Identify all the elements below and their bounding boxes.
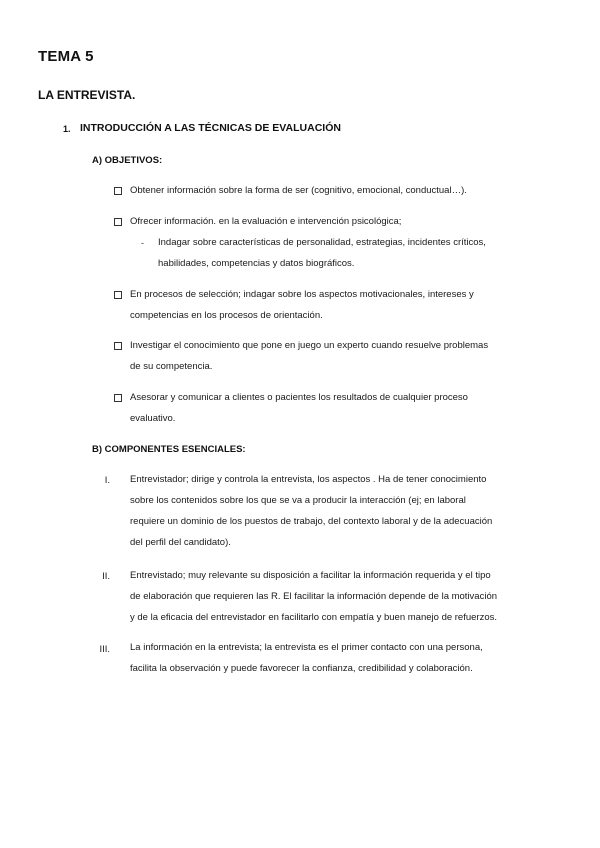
roman-numeral: III. <box>99 644 110 655</box>
subsection-title-componentes: B) COMPONENTES ESENCIALES: <box>92 444 246 455</box>
checkbox-icon <box>114 218 122 226</box>
bullet-dash-marker: - <box>141 238 144 248</box>
component-item-text: facilita la observación y puede favorecer la confianza, credibilidad y colaboración. <box>130 663 473 674</box>
component-item-text: de elaboración que requieren las R. El facilitar la información depende de la motivación <box>130 591 498 602</box>
component-item-text: Entrevistado; muy relevante su disposición a facilitar la información requerida y el tipo <box>130 570 491 581</box>
section-number: 1. <box>63 124 71 134</box>
sub-bullet-text: Indagar sobre características de personalidad, estrategias, incidentes críticos, <box>158 237 486 248</box>
component-item-text: sobre los contenidos sobre los que se va a producir la interacción (ej; en laboral <box>130 495 466 506</box>
objective-item-text: de su competencia. <box>130 361 213 372</box>
objective-item-text: evaluativo. <box>130 413 176 424</box>
objective-item-text: Ofrecer información. en la evaluación e intervención psicológica; <box>130 216 402 227</box>
objective-item-text: Obtener información sobre la forma de ser (cognitivo, emocional, conductual…). <box>130 185 467 196</box>
component-item-text: requiere un dominio de los puestos de trabajo, del contexto laboral y de la adecuación <box>130 516 493 527</box>
component-item-text: Entrevistador; dirige y controla la entrevista, los aspectos . Ha de tener conocimiento <box>130 474 487 485</box>
component-item-text: La información en la entrevista; la entrevista es el primer contacto con una persona, <box>130 642 483 653</box>
component-item-text: del perfil del candidato). <box>130 537 231 548</box>
checkbox-icon <box>114 187 122 195</box>
section-title: INTRODUCCIÓN A LAS TÉCNICAS DE EVALUACIÓN <box>80 122 341 134</box>
checkbox-icon <box>114 394 122 402</box>
roman-numeral: II. <box>102 571 110 582</box>
section-heading: LA ENTREVISTA. <box>38 88 136 102</box>
objective-item-text: En procesos de selección; indagar sobre los aspectos motivacionales, intereses y <box>130 289 474 300</box>
checkbox-icon <box>114 291 122 299</box>
checkbox-icon <box>114 342 122 350</box>
objective-item-text: competencias en los procesos de orientación. <box>130 310 323 321</box>
roman-numeral: I. <box>104 475 110 486</box>
sub-bullet-text: habilidades, competencias y datos biográficos. <box>158 258 355 269</box>
page-title: TEMA 5 <box>38 48 94 65</box>
subsection-title-objetivos: A) OBJETIVOS: <box>92 155 163 166</box>
component-item-text: y de la eficacia del entrevistador en facilitarlo con empatía y buen manejo de refuerzos. <box>130 612 498 623</box>
objective-item-text: Asesorar y comunicar a clientes o pacientes los resultados de cualquier proceso <box>130 392 468 403</box>
objective-item-text: Investigar el conocimiento que pone en juego un experto cuando resuelve problemas <box>130 340 489 351</box>
